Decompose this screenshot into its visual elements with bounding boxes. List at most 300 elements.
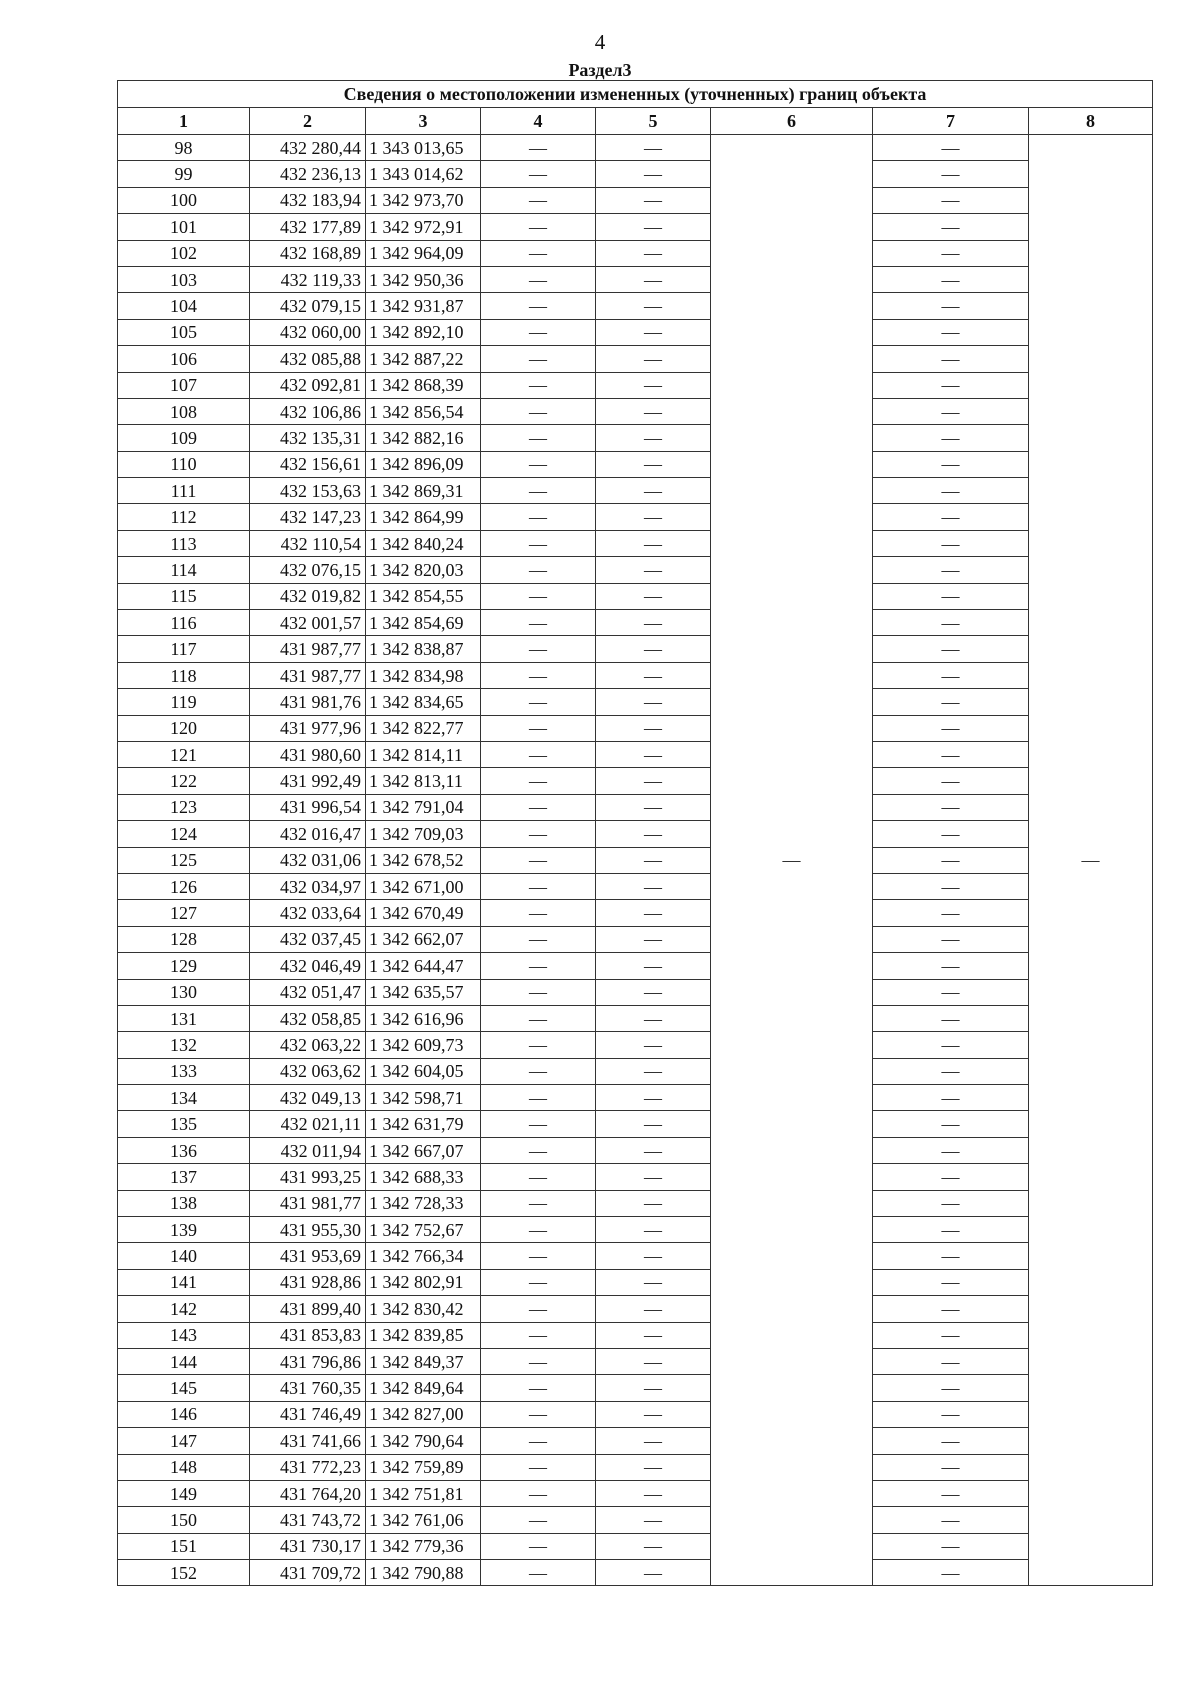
table-row	[118, 1296, 1153, 1322]
x-coordinate-cell: 431 993,25	[250, 1164, 366, 1190]
table-row	[118, 1111, 1153, 1137]
column-5-dash-cell: —	[596, 425, 711, 451]
y-coordinate-cell: 1 342 671,00	[366, 873, 481, 899]
column-5-dash-cell: —	[596, 636, 711, 662]
column-4-dash-cell: —	[481, 1032, 596, 1058]
column-7-dash-cell: —	[873, 266, 1029, 292]
x-coordinate-cell: 431 899,40	[250, 1296, 366, 1322]
column-7-dash-cell: —	[873, 530, 1029, 556]
column-7-dash-cell: —	[873, 1322, 1029, 1348]
y-coordinate-cell: 1 342 751,81	[366, 1480, 481, 1506]
column-4-dash-cell: —	[481, 398, 596, 424]
point-number-cell: 132	[118, 1032, 250, 1058]
x-coordinate-cell: 431 977,96	[250, 715, 366, 741]
column-4-dash-cell: —	[481, 768, 596, 794]
point-number-cell: 129	[118, 953, 250, 979]
point-number-cell: 140	[118, 1243, 250, 1269]
column-4-dash-cell: —	[481, 478, 596, 504]
x-coordinate-cell: 432 147,23	[250, 504, 366, 530]
y-coordinate-cell: 1 342 840,24	[366, 530, 481, 556]
table-row	[118, 1375, 1153, 1401]
point-number-cell: 99	[118, 161, 250, 187]
point-number-cell: 98	[118, 135, 250, 161]
table-row	[118, 979, 1153, 1005]
point-number-cell: 144	[118, 1348, 250, 1374]
y-coordinate-cell: 1 342 931,87	[366, 293, 481, 319]
column-7-dash-cell: —	[873, 1454, 1029, 1480]
column-7-dash-cell: —	[873, 1032, 1029, 1058]
x-coordinate-cell: 431 746,49	[250, 1401, 366, 1427]
column-5-dash-cell: —	[596, 900, 711, 926]
point-number-cell: 143	[118, 1322, 250, 1348]
x-coordinate-cell: 431 955,30	[250, 1217, 366, 1243]
point-number-cell: 128	[118, 926, 250, 952]
column-7-dash-cell: —	[873, 662, 1029, 688]
boundary-coordinates-table	[117, 80, 1153, 1586]
x-coordinate-cell: 432 051,47	[250, 979, 366, 1005]
y-coordinate-cell: 1 342 892,10	[366, 319, 481, 345]
column-7-dash-cell: —	[873, 398, 1029, 424]
column-4-dash-cell: —	[481, 372, 596, 398]
y-coordinate-cell: 1 342 854,55	[366, 583, 481, 609]
table-row	[118, 741, 1153, 767]
point-number-cell: 120	[118, 715, 250, 741]
table-row	[118, 1164, 1153, 1190]
column-5-dash-cell: —	[596, 583, 711, 609]
point-number-cell: 135	[118, 1111, 250, 1137]
y-coordinate-cell: 1 342 834,98	[366, 662, 481, 688]
column-4-dash-cell: —	[481, 1269, 596, 1295]
column-4-dash-cell: —	[481, 214, 596, 240]
column-7-dash-cell: —	[873, 900, 1029, 926]
column-5-dash-cell: —	[596, 266, 711, 292]
table-row	[118, 240, 1153, 266]
x-coordinate-cell: 432 076,15	[250, 557, 366, 583]
table-row	[118, 900, 1153, 926]
column-7-dash-cell: —	[873, 1533, 1029, 1559]
column-4-dash-cell: —	[481, 451, 596, 477]
table-row	[118, 1243, 1153, 1269]
column-5-dash-cell: —	[596, 1137, 711, 1163]
x-coordinate-cell: 431 953,69	[250, 1243, 366, 1269]
column-4-dash-cell: —	[481, 319, 596, 345]
point-number-cell: 102	[118, 240, 250, 266]
x-coordinate-cell: 432 063,22	[250, 1032, 366, 1058]
point-number-cell: 105	[118, 319, 250, 345]
column-4-dash-cell: —	[481, 1085, 596, 1111]
column-5-dash-cell: —	[596, 1480, 711, 1506]
table-row	[118, 1269, 1153, 1295]
y-coordinate-cell: 1 342 849,64	[366, 1375, 481, 1401]
x-coordinate-cell: 431 764,20	[250, 1480, 366, 1506]
x-coordinate-cell: 431 709,72	[250, 1560, 366, 1586]
x-coordinate-cell: 432 177,89	[250, 214, 366, 240]
column-header-5: 5	[596, 108, 711, 135]
column-5-dash-cell: —	[596, 1190, 711, 1216]
point-number-cell: 106	[118, 346, 250, 372]
point-number-cell: 109	[118, 425, 250, 451]
column-7-dash-cell: —	[873, 214, 1029, 240]
y-coordinate-cell: 1 342 868,39	[366, 372, 481, 398]
column-7-dash-cell: —	[873, 741, 1029, 767]
y-coordinate-cell: 1 342 662,07	[366, 926, 481, 952]
point-number-cell: 125	[118, 847, 250, 873]
table-row	[118, 1348, 1153, 1374]
column-5-dash-cell: —	[596, 689, 711, 715]
column-4-dash-cell: —	[481, 953, 596, 979]
column-4-dash-cell: —	[481, 794, 596, 820]
table-row	[118, 161, 1153, 187]
column-7-dash-cell: —	[873, 768, 1029, 794]
y-coordinate-cell: 1 342 791,04	[366, 794, 481, 820]
column-5-dash-cell: —	[596, 1401, 711, 1427]
y-coordinate-cell: 1 342 678,52	[366, 847, 481, 873]
column-4-dash-cell: —	[481, 610, 596, 636]
table-row	[118, 610, 1153, 636]
x-coordinate-cell: 431 981,77	[250, 1190, 366, 1216]
column-5-dash-cell: —	[596, 557, 711, 583]
column-4-dash-cell: —	[481, 530, 596, 556]
table-row	[118, 1428, 1153, 1454]
table-row	[118, 794, 1153, 820]
column-6-merged-cell: —	[711, 135, 873, 1586]
column-7-dash-cell: —	[873, 425, 1029, 451]
column-5-dash-cell: —	[596, 1269, 711, 1295]
x-coordinate-cell: 431 760,35	[250, 1375, 366, 1401]
point-number-cell: 149	[118, 1480, 250, 1506]
table-row	[118, 768, 1153, 794]
column-7-dash-cell: —	[873, 583, 1029, 609]
column-5-dash-cell: —	[596, 478, 711, 504]
x-coordinate-cell: 432 058,85	[250, 1005, 366, 1031]
column-5-dash-cell: —	[596, 504, 711, 530]
point-number-cell: 108	[118, 398, 250, 424]
column-7-dash-cell: —	[873, 240, 1029, 266]
x-coordinate-cell: 432 135,31	[250, 425, 366, 451]
column-5-dash-cell: —	[596, 610, 711, 636]
y-coordinate-cell: 1 342 688,33	[366, 1164, 481, 1190]
column-7-dash-cell: —	[873, 1480, 1029, 1506]
point-number-cell: 147	[118, 1428, 250, 1454]
table-row	[118, 1058, 1153, 1084]
column-7-dash-cell: —	[873, 372, 1029, 398]
column-5-dash-cell: —	[596, 1322, 711, 1348]
column-5-dash-cell: —	[596, 240, 711, 266]
y-coordinate-cell: 1 342 779,36	[366, 1533, 481, 1559]
x-coordinate-cell: 432 236,13	[250, 161, 366, 187]
column-7-dash-cell: —	[873, 1217, 1029, 1243]
y-coordinate-cell: 1 342 728,33	[366, 1190, 481, 1216]
column-5-dash-cell: —	[596, 1428, 711, 1454]
column-4-dash-cell: —	[481, 1507, 596, 1533]
column-7-dash-cell: —	[873, 873, 1029, 899]
column-4-dash-cell: —	[481, 583, 596, 609]
column-5-dash-cell: —	[596, 1164, 711, 1190]
column-4-dash-cell: —	[481, 900, 596, 926]
column-4-dash-cell: —	[481, 425, 596, 451]
table-row	[118, 1401, 1153, 1427]
y-coordinate-cell: 1 342 849,37	[366, 1348, 481, 1374]
column-5-dash-cell: —	[596, 1032, 711, 1058]
x-coordinate-cell: 431 772,23	[250, 1454, 366, 1480]
column-5-dash-cell: —	[596, 161, 711, 187]
point-number-cell: 103	[118, 266, 250, 292]
x-coordinate-cell: 432 019,82	[250, 583, 366, 609]
table-row	[118, 1005, 1153, 1031]
column-header-7: 7	[873, 108, 1029, 135]
x-coordinate-cell: 432 016,47	[250, 821, 366, 847]
point-number-cell: 126	[118, 873, 250, 899]
column-7-dash-cell: —	[873, 1348, 1029, 1374]
x-coordinate-cell: 431 987,77	[250, 636, 366, 662]
point-number-cell: 123	[118, 794, 250, 820]
y-coordinate-cell: 1 342 670,49	[366, 900, 481, 926]
y-coordinate-cell: 1 342 766,34	[366, 1243, 481, 1269]
y-coordinate-cell: 1 342 830,42	[366, 1296, 481, 1322]
table-row	[118, 1322, 1153, 1348]
x-coordinate-cell: 432 011,94	[250, 1137, 366, 1163]
point-number-cell: 136	[118, 1137, 250, 1163]
column-7-dash-cell: —	[873, 293, 1029, 319]
column-7-dash-cell: —	[873, 504, 1029, 530]
y-coordinate-cell: 1 342 631,79	[366, 1111, 481, 1137]
table-row	[118, 214, 1153, 240]
column-7-dash-cell: —	[873, 953, 1029, 979]
column-header-8: 8	[1029, 108, 1153, 135]
point-number-cell: 124	[118, 821, 250, 847]
x-coordinate-cell: 431 980,60	[250, 741, 366, 767]
column-7-dash-cell: —	[873, 1375, 1029, 1401]
column-8-merged-cell: —	[1029, 135, 1153, 1586]
column-5-dash-cell: —	[596, 1085, 711, 1111]
column-4-dash-cell: —	[481, 1058, 596, 1084]
table-row	[118, 478, 1153, 504]
column-header-1: 1	[118, 108, 250, 135]
y-coordinate-cell: 1 342 869,31	[366, 478, 481, 504]
table-row	[118, 504, 1153, 530]
x-coordinate-cell: 432 156,61	[250, 451, 366, 477]
column-5-dash-cell: —	[596, 187, 711, 213]
table-row	[118, 662, 1153, 688]
column-7-dash-cell: —	[873, 821, 1029, 847]
column-7-dash-cell: —	[873, 715, 1029, 741]
y-coordinate-cell: 1 342 752,67	[366, 1217, 481, 1243]
y-coordinate-cell: 1 342 964,09	[366, 240, 481, 266]
point-number-cell: 141	[118, 1269, 250, 1295]
column-4-dash-cell: —	[481, 1190, 596, 1216]
column-4-dash-cell: —	[481, 741, 596, 767]
y-coordinate-cell: 1 342 802,91	[366, 1269, 481, 1295]
column-7-dash-cell: —	[873, 1164, 1029, 1190]
point-number-cell: 117	[118, 636, 250, 662]
table-row	[118, 425, 1153, 451]
table-row	[118, 1533, 1153, 1559]
column-5-dash-cell: —	[596, 662, 711, 688]
x-coordinate-cell: 431 796,86	[250, 1348, 366, 1374]
y-coordinate-cell: 1 342 759,89	[366, 1454, 481, 1480]
point-number-cell: 111	[118, 478, 250, 504]
table-row	[118, 346, 1153, 372]
column-7-dash-cell: —	[873, 1296, 1029, 1322]
column-4-dash-cell: —	[481, 1217, 596, 1243]
y-coordinate-cell: 1 342 814,11	[366, 741, 481, 767]
table-row	[118, 398, 1153, 424]
table-row	[118, 451, 1153, 477]
y-coordinate-cell: 1 342 887,22	[366, 346, 481, 372]
column-5-dash-cell: —	[596, 1507, 711, 1533]
column-5-dash-cell: —	[596, 847, 711, 873]
x-coordinate-cell: 432 085,88	[250, 346, 366, 372]
point-number-cell: 104	[118, 293, 250, 319]
y-coordinate-cell: 1 342 972,91	[366, 214, 481, 240]
column-4-dash-cell: —	[481, 1296, 596, 1322]
y-coordinate-cell: 1 342 827,00	[366, 1401, 481, 1427]
column-7-dash-cell: —	[873, 1111, 1029, 1137]
column-4-dash-cell: —	[481, 662, 596, 688]
column-5-dash-cell: —	[596, 1005, 711, 1031]
table-row	[118, 135, 1153, 161]
column-5-dash-cell: —	[596, 346, 711, 372]
y-coordinate-cell: 1 342 856,54	[366, 398, 481, 424]
table-caption: Сведения о местоположении измененных (уточненных) границ объекта	[118, 81, 1153, 108]
column-4-dash-cell: —	[481, 1137, 596, 1163]
y-coordinate-cell: 1 342 882,16	[366, 425, 481, 451]
column-7-dash-cell: —	[873, 1401, 1029, 1427]
x-coordinate-cell: 432 031,06	[250, 847, 366, 873]
x-coordinate-cell: 432 092,81	[250, 372, 366, 398]
point-number-cell: 115	[118, 583, 250, 609]
column-5-dash-cell: —	[596, 1296, 711, 1322]
x-coordinate-cell: 431 743,72	[250, 1507, 366, 1533]
x-coordinate-cell: 432 001,57	[250, 610, 366, 636]
column-4-dash-cell: —	[481, 293, 596, 319]
point-number-cell: 116	[118, 610, 250, 636]
column-header-row	[118, 108, 1153, 135]
column-5-dash-cell: —	[596, 794, 711, 820]
table-row	[118, 583, 1153, 609]
column-4-dash-cell: —	[481, 1322, 596, 1348]
point-number-cell: 134	[118, 1085, 250, 1111]
column-5-dash-cell: —	[596, 135, 711, 161]
point-number-cell: 142	[118, 1296, 250, 1322]
column-header-4: 4	[481, 108, 596, 135]
x-coordinate-cell: 431 996,54	[250, 794, 366, 820]
column-7-dash-cell: —	[873, 451, 1029, 477]
point-number-cell: 150	[118, 1507, 250, 1533]
y-coordinate-cell: 1 342 973,70	[366, 187, 481, 213]
column-7-dash-cell: —	[873, 319, 1029, 345]
table-row	[118, 293, 1153, 319]
table-row	[118, 1137, 1153, 1163]
x-coordinate-cell: 432 106,86	[250, 398, 366, 424]
column-4-dash-cell: —	[481, 1480, 596, 1506]
point-number-cell: 114	[118, 557, 250, 583]
column-4-dash-cell: —	[481, 979, 596, 1005]
column-4-dash-cell: —	[481, 1164, 596, 1190]
column-5-dash-cell: —	[596, 1348, 711, 1374]
column-4-dash-cell: —	[481, 873, 596, 899]
y-coordinate-cell: 1 342 813,11	[366, 768, 481, 794]
x-coordinate-cell: 431 992,49	[250, 768, 366, 794]
column-5-dash-cell: —	[596, 741, 711, 767]
column-4-dash-cell: —	[481, 187, 596, 213]
x-coordinate-cell: 432 063,62	[250, 1058, 366, 1084]
point-number-cell: 107	[118, 372, 250, 398]
column-7-dash-cell: —	[873, 135, 1029, 161]
x-coordinate-cell: 432 183,94	[250, 187, 366, 213]
column-header-6: 6	[711, 108, 873, 135]
y-coordinate-cell: 1 342 598,71	[366, 1085, 481, 1111]
section-title: Раздел3	[568, 60, 632, 80]
point-number-cell: 121	[118, 741, 250, 767]
table-row	[118, 1507, 1153, 1533]
column-header-2: 2	[250, 108, 366, 135]
x-coordinate-cell: 431 853,83	[250, 1322, 366, 1348]
point-number-cell: 133	[118, 1058, 250, 1084]
table-row	[118, 847, 1153, 873]
y-coordinate-cell: 1 342 864,99	[366, 504, 481, 530]
y-coordinate-cell: 1 342 635,57	[366, 979, 481, 1005]
table-row	[118, 1217, 1153, 1243]
x-coordinate-cell: 432 021,11	[250, 1111, 366, 1137]
column-4-dash-cell: —	[481, 504, 596, 530]
column-4-dash-cell: —	[481, 557, 596, 583]
point-number-cell: 151	[118, 1533, 250, 1559]
y-coordinate-cell: 1 342 790,88	[366, 1560, 481, 1586]
x-coordinate-cell: 431 741,66	[250, 1428, 366, 1454]
point-number-cell: 131	[118, 1005, 250, 1031]
column-5-dash-cell: —	[596, 1217, 711, 1243]
point-number-cell: 137	[118, 1164, 250, 1190]
column-5-dash-cell: —	[596, 953, 711, 979]
column-7-dash-cell: —	[873, 1137, 1029, 1163]
table-row	[118, 530, 1153, 556]
y-coordinate-cell: 1 342 604,05	[366, 1058, 481, 1084]
x-coordinate-cell: 432 060,00	[250, 319, 366, 345]
column-5-dash-cell: —	[596, 821, 711, 847]
column-4-dash-cell: —	[481, 847, 596, 873]
x-coordinate-cell: 432 153,63	[250, 478, 366, 504]
column-7-dash-cell: —	[873, 979, 1029, 1005]
x-coordinate-cell: 432 168,89	[250, 240, 366, 266]
table-row	[118, 715, 1153, 741]
x-coordinate-cell: 432 037,45	[250, 926, 366, 952]
y-coordinate-cell: 1 342 790,64	[366, 1428, 481, 1454]
column-header-3: 3	[366, 108, 481, 135]
x-coordinate-cell: 432 046,49	[250, 953, 366, 979]
y-coordinate-cell: 1 342 761,06	[366, 1507, 481, 1533]
point-number-cell: 112	[118, 504, 250, 530]
point-number-cell: 100	[118, 187, 250, 213]
column-4-dash-cell: —	[481, 161, 596, 187]
table-row	[118, 319, 1153, 345]
column-5-dash-cell: —	[596, 530, 711, 556]
column-4-dash-cell: —	[481, 689, 596, 715]
column-5-dash-cell: —	[596, 979, 711, 1005]
column-7-dash-cell: —	[873, 1560, 1029, 1586]
x-coordinate-cell: 432 049,13	[250, 1085, 366, 1111]
y-coordinate-cell: 1 342 854,69	[366, 610, 481, 636]
point-number-cell: 138	[118, 1190, 250, 1216]
column-4-dash-cell: —	[481, 1533, 596, 1559]
column-7-dash-cell: —	[873, 847, 1029, 873]
point-number-cell: 148	[118, 1454, 250, 1480]
table-row	[118, 821, 1153, 847]
column-4-dash-cell: —	[481, 636, 596, 662]
y-coordinate-cell: 1 342 667,07	[366, 1137, 481, 1163]
table-row	[118, 266, 1153, 292]
x-coordinate-cell: 432 110,54	[250, 530, 366, 556]
